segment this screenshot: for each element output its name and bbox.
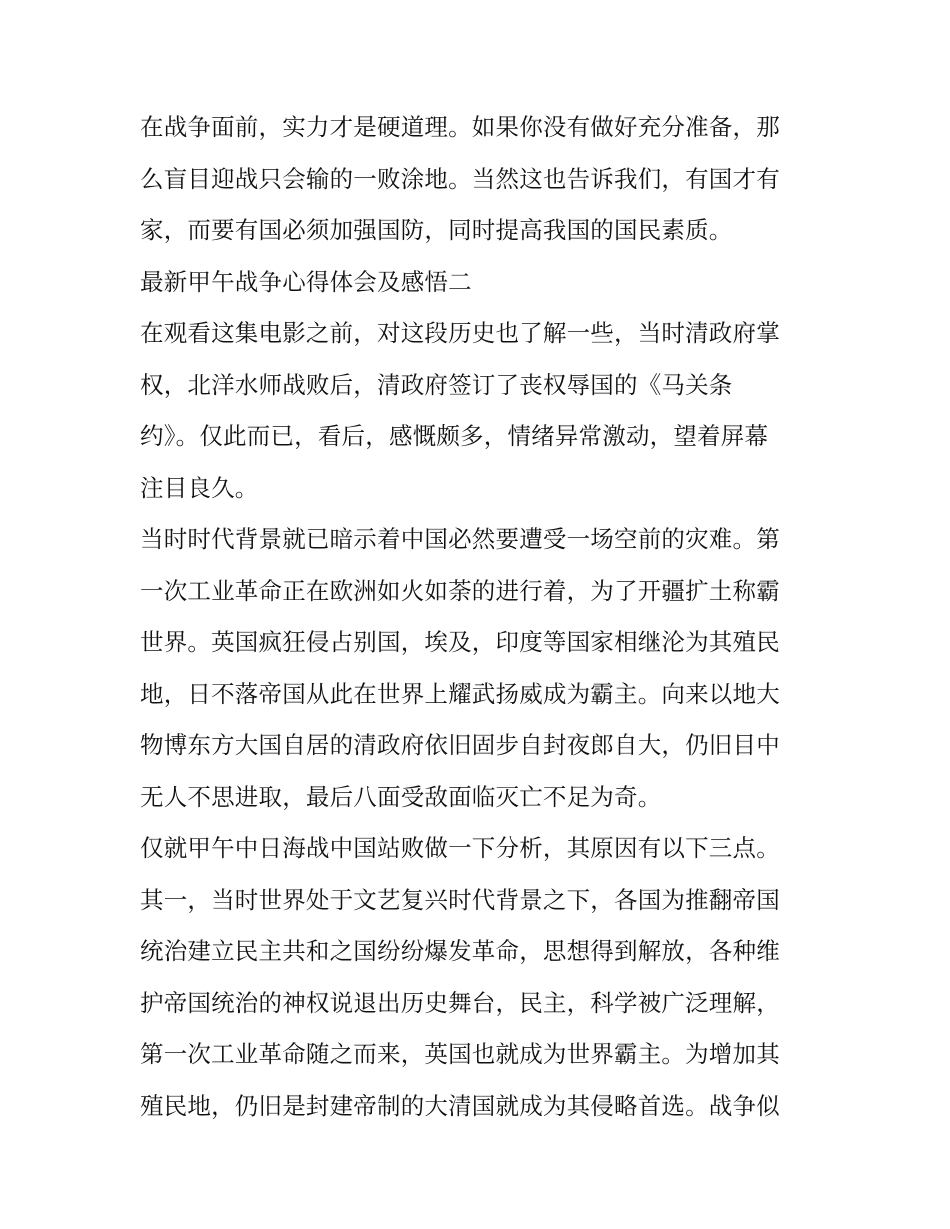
text-line: 物博东方大国自居的清政府依旧固步自封夜郎自大，仍旧目中 — [140, 731, 780, 759]
body-text — [140, 102, 820, 1132]
text-line: 仅就甲午中日海战中国站败做一下分析，其原因有以下三点。 — [140, 834, 780, 862]
text-line: 在战争面前，实力才是硬道理。如果你没有做好充分准备，那 — [140, 113, 780, 141]
text-line: 注目良久。 — [140, 473, 259, 502]
text-line: 无人不思进取，最后八面受敌面临灭亡不足为奇。 — [140, 782, 662, 811]
text-line: 约》。仅此而已，看后，感慨颇多，情绪异常激动，望着屏幕 — [140, 422, 769, 450]
text-line: 在观看这集电影之前，对这段历史也了解一些，当时清政府掌 — [140, 319, 780, 347]
text-line: 地，日不落帝国从此在世界上耀武扬威成为霸主。向来以地大 — [140, 679, 780, 708]
text-line: 一次工业革命正在欧洲如火如荼的进行着，为了开疆扩土称霸 — [140, 576, 780, 605]
text-line: 其一，当时世界处于文艺复兴时代背景之下，各国为推翻帝国 — [140, 885, 780, 914]
text-line: 世界。英国疯狂侵占别国，埃及，印度等国家相继沦为其殖民 — [140, 628, 780, 656]
text-line: 殖民地，仍旧是封建帝制的大清国就成为其侵略首选。战争似 — [140, 1091, 780, 1120]
text-line: 统治建立民主共和之国纷纷爆发革命，思想得到解放，各种维 — [140, 937, 780, 965]
text-line: 么盲目迎战只会输的一败涂地。当然这也告诉我们，有国才有 — [140, 164, 780, 193]
text-line: 当时时代背景就已暗示着中国必然要遭受一场空前的灾难。第 — [140, 525, 780, 553]
text-line: 护帝国统治的神权说退出历史舞台，民主，科学被广泛理解， — [140, 988, 780, 1017]
section-heading: 最新甲午战争心得体会及感悟二 — [140, 267, 472, 296]
text-line: 家，而要有国必须加强国防，同时提高我国的国民素质。 — [140, 216, 733, 244]
text-line: 权，北洋水师战败后，清政府签订了丧权辱国的《马关条 — [140, 370, 733, 399]
text-line: 第一次工业革命随之而来，英国也就成为世界霸主。为增加其 — [140, 1040, 780, 1068]
